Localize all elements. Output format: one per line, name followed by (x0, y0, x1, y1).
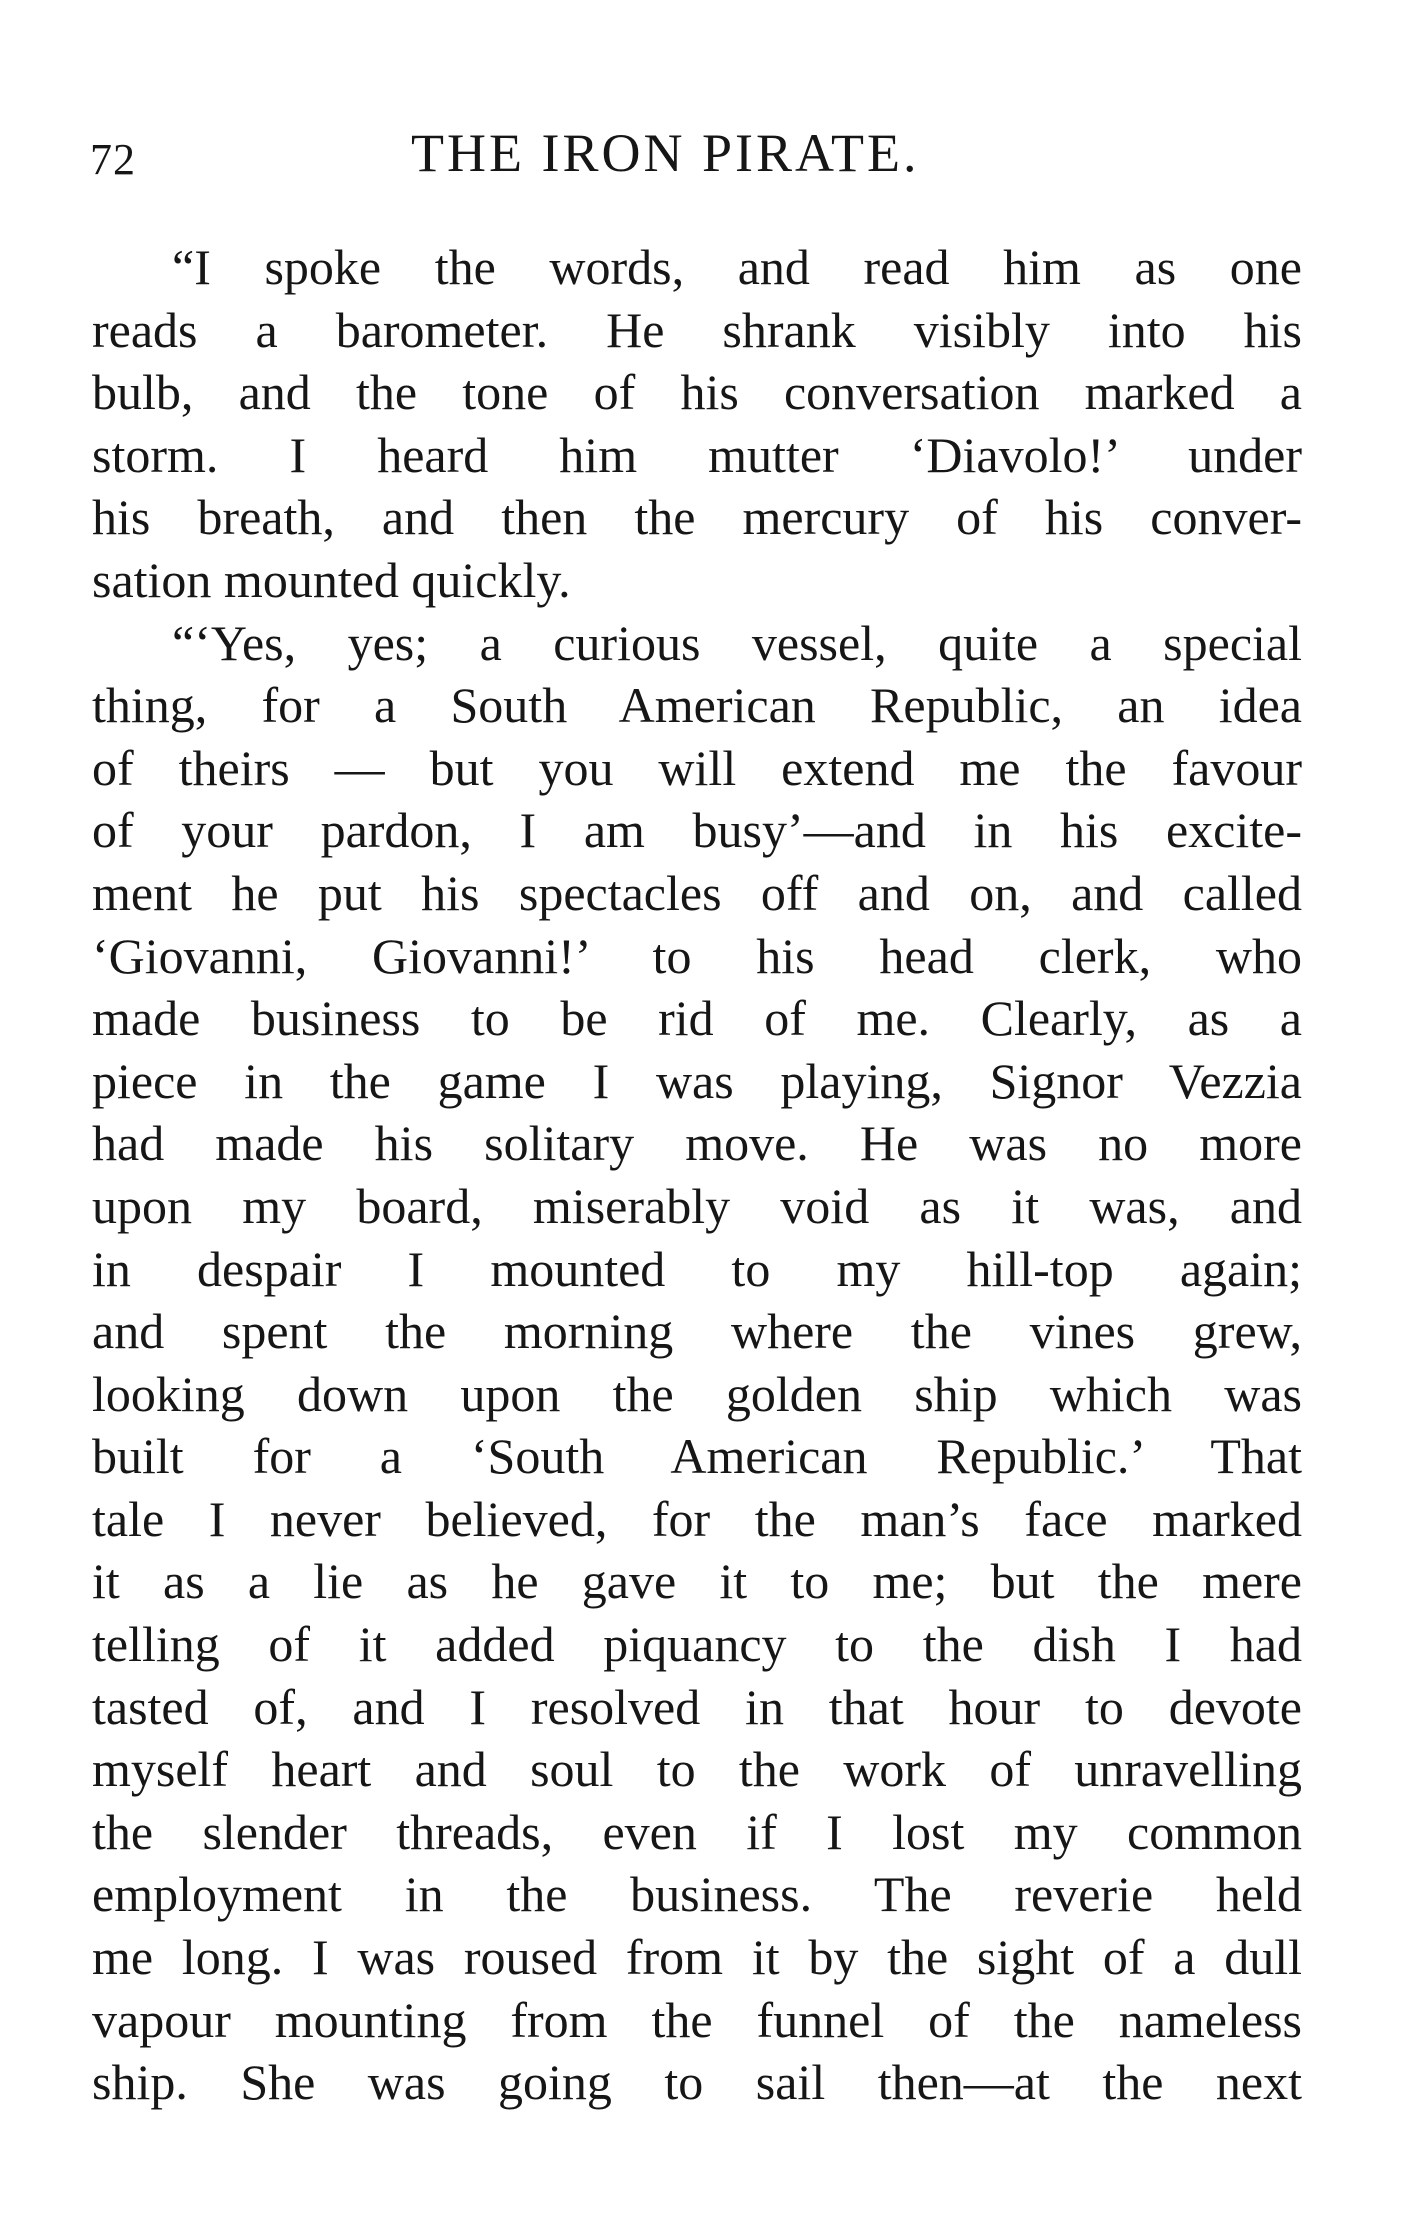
text-line: in despair I mounted to my hill-top again; (92, 1240, 1302, 1297)
text-line: had made his solitary move. He was no more (92, 1115, 1302, 1172)
text-line: vapour mounting from the funnel of the nameless (92, 1991, 1302, 2048)
text-line: myself heart and soul to the work of unravelling (92, 1741, 1302, 1798)
text-line: ‘Giovanni, Giovanni!’ to his head clerk, who (92, 927, 1302, 984)
text-line: bulb, and the tone of his conversation marked a (92, 364, 1302, 421)
text-line: ship. She was going to sail then—at the next (92, 2054, 1302, 2111)
text-line: tasted of, and I resolved in that hour to devote (92, 1678, 1302, 1735)
text-line: piece in the game I was playing, Signor Vezzia (92, 1052, 1302, 1109)
text-line: thing, for a South American Republic, an idea (92, 677, 1302, 734)
text-line: reads a barometer. He shrank visibly into his (92, 301, 1302, 358)
page-number: 72 (90, 135, 136, 184)
running-head (90, 122, 1303, 192)
text-line: of theirs — but you will extend me the favour (92, 739, 1302, 796)
text-line: employment in the business. The reverie held (92, 1866, 1302, 1923)
text-line: made business to be rid of me. Clearly, as a (92, 990, 1302, 1047)
text-line: the slender threads, even if I lost my common (92, 1803, 1302, 1860)
text-line: tale I never believed, for the man’s face marked (92, 1490, 1302, 1547)
text-line: “I spoke the words, and read him as one (172, 239, 1302, 295)
body-text (92, 236, 1302, 2114)
text-line: of your pardon, I am busy’—and in his excite- (92, 802, 1302, 859)
text-line: storm. I heard him mutter ‘Diavolo!’ under (92, 426, 1302, 483)
text-line: me long. I was roused from it by the sight of a dull (92, 1929, 1302, 1986)
text-line: it as a lie as he gave it to me; but the mere (92, 1553, 1302, 1610)
text-line: “‘Yes, yes; a curious vessel, quite a special (172, 614, 1302, 671)
text-line: looking down upon the golden ship which was (92, 1365, 1302, 1422)
text-line: telling of it added piquancy to the dish I had (92, 1616, 1302, 1673)
text-line: ment he put his spectacles off and on, and called (92, 864, 1302, 921)
text-line: and spent the morning where the vines grew, (92, 1303, 1302, 1360)
text-line: his breath, and then the mercury of his conver- (92, 489, 1302, 546)
text-line: built for a ‘South American Republic.’ That (92, 1428, 1302, 1485)
text-line: upon my board, miserably void as it was, and (92, 1177, 1302, 1234)
text-line: sation mounted quickly. (92, 551, 571, 608)
running-title: THE IRON PIRATE. (411, 123, 920, 183)
